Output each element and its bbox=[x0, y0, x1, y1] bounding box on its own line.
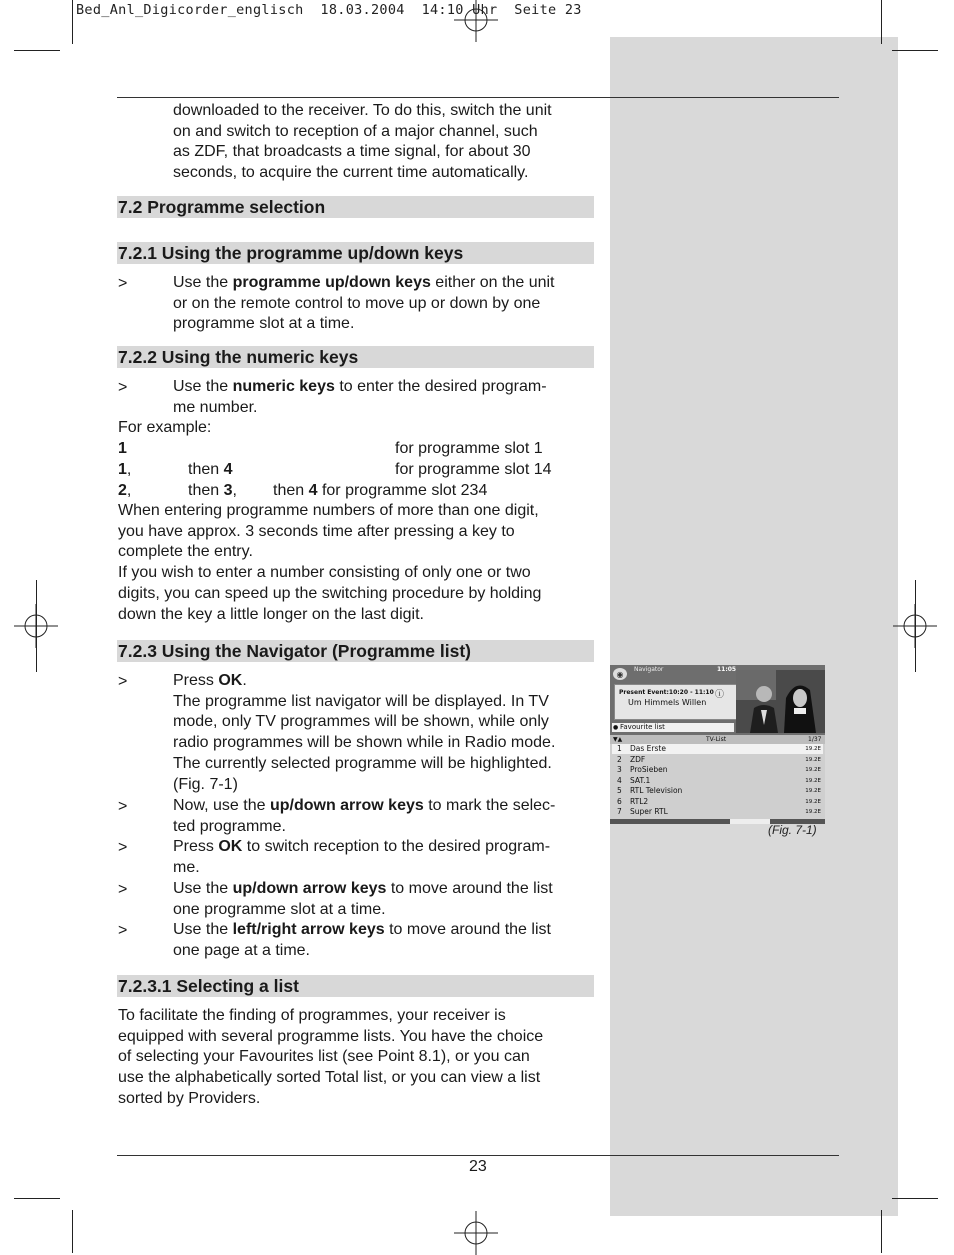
figure-caption: (Fig. 7-1) bbox=[768, 823, 817, 837]
top-rule bbox=[117, 97, 839, 98]
present-event-label: Present Event:10:20 - 11:10 bbox=[619, 689, 714, 696]
intro-paragraph bbox=[173, 101, 593, 184]
list-page: 1/37 bbox=[808, 736, 822, 743]
navigator-clock: 11:05 bbox=[717, 666, 737, 673]
side-column bbox=[610, 37, 898, 1216]
list-header bbox=[610, 735, 825, 744]
bullet-text: Use the up/down arrow keys to move around the list one programme slot at a time. bbox=[173, 880, 553, 918]
channel-list bbox=[610, 744, 825, 819]
info-icon: ⓘ bbox=[715, 690, 725, 700]
svg-text:◉: ◉ bbox=[616, 670, 624, 679]
channel-row[interactable]: 1 Das Erste 19.2E bbox=[612, 744, 823, 754]
bullet-text: Use the programme up/down keys either on the unit or on the remote control to move up or down by one programme slot at a time. bbox=[173, 274, 555, 333]
button-bar-highlight bbox=[730, 819, 770, 824]
channel-row[interactable]: 2 ZDF 19.2E bbox=[617, 754, 821, 764]
print-header: Bed_Anl_Digicorder_englisch 18.03.2004 14:10 Uhr Seite 23 bbox=[76, 2, 582, 18]
crop-mark bbox=[892, 50, 938, 51]
section-heading: 7.2.1 Using the programme up/down keys bbox=[117, 242, 594, 264]
text-line: downloaded to the receiver. To do this, switch the unit bbox=[173, 102, 552, 119]
example-label: For example: bbox=[118, 419, 212, 436]
navigator-title: Navigator bbox=[634, 666, 664, 673]
bullet-text: Press OK to switch reception to the desired program- me. bbox=[173, 838, 551, 876]
section-heading: 7.2 Programme selection bbox=[117, 196, 594, 218]
crop-mark bbox=[36, 580, 37, 672]
logo-icon bbox=[612, 667, 628, 681]
list-name: TV-List bbox=[706, 736, 727, 743]
section-heading: 7.2.3 Using the Navigator (Programme list) bbox=[117, 640, 594, 662]
bullet-text: Press OK. The programme list navigator will be displayed. In TV mode, only TV programmes will be shown, while only radio programmes will be shown while in Radio mode. The currently selected programme will be highlighted. (Fig. 7-1) bbox=[173, 672, 556, 793]
crop-mark bbox=[72, 1210, 73, 1253]
page-number: 23 bbox=[469, 1158, 487, 1175]
channel-row[interactable]: 4 SAT.1 19.2E bbox=[617, 775, 821, 785]
channel-row[interactable]: 5 RTL Television 19.2E bbox=[617, 786, 821, 795]
crop-mark bbox=[892, 1198, 938, 1199]
crop-mark bbox=[14, 1198, 60, 1199]
crop-mark bbox=[881, 0, 882, 44]
bottom-rule bbox=[117, 1155, 839, 1156]
navigator-screenshot bbox=[610, 665, 825, 824]
text-line: seconds, to acquire the current time automatically. bbox=[173, 164, 529, 182]
channel-row[interactable]: 6 RTL2 19.2E bbox=[617, 796, 821, 806]
favourite-list-label: ● Favourite list bbox=[612, 723, 734, 732]
preview-people-icon bbox=[736, 670, 825, 733]
text-line: on and switch to reception of a major channel, such bbox=[173, 122, 538, 140]
bullet-marker: > bbox=[118, 881, 128, 898]
example-row: 1 for programme slot 1 bbox=[118, 440, 543, 457]
selecting-list-paragraph: To facilitate the finding of programmes, your receiver is equipped with several programme lists. You have the choice of selecting your Favourites list (see Point 8.1), or you can use the alphabetically sorted Total list, or you can view a list sorted by Providers. bbox=[118, 1007, 544, 1107]
example-row: 1, then 4 for programme slot 14 bbox=[118, 461, 552, 478]
registration-mark-icon bbox=[454, 1211, 498, 1255]
crop-mark bbox=[915, 580, 916, 672]
crop-mark bbox=[72, 0, 73, 44]
registration-mark-icon bbox=[454, 0, 498, 42]
channel-row[interactable]: 3 ProSieben 19.2E bbox=[617, 765, 821, 774]
bullet-marker: > bbox=[118, 922, 128, 939]
bullet-text: Now, use the up/down arrow keys to mark the selec- ted programme. bbox=[173, 797, 556, 835]
bullet-dot-icon: ● bbox=[613, 724, 619, 731]
navigator-header bbox=[610, 665, 825, 735]
channel-row[interactable]: 7 Super RTL 19.2E bbox=[617, 807, 821, 816]
section-heading: 7.2.2 Using the numeric keys bbox=[117, 346, 594, 368]
bullet-text: Use the left/right arrow keys to move around the list one page at a time. bbox=[173, 921, 551, 959]
bullet-marker: > bbox=[118, 673, 128, 690]
present-event-box bbox=[614, 684, 738, 720]
tv-preview-image bbox=[736, 670, 825, 733]
sort-arrows-icon: ▼▲ bbox=[613, 736, 623, 743]
bullet-marker: > bbox=[118, 798, 128, 815]
example-row: 2, then 3, then 4 for programme slot 234 bbox=[118, 482, 488, 499]
bullet-marker: > bbox=[118, 275, 128, 292]
crop-mark bbox=[14, 50, 60, 51]
numeric-keys-paragraph: When entering programme numbers of more than one digit, you have approx. 3 seconds time after pressing a key to complete the entry. If you wish to enter a number consisting of only one or two digits, you can speed up the switching procedure by holding down the key a little longer on the last digit. bbox=[118, 502, 542, 623]
bullet-marker: > bbox=[118, 839, 128, 856]
text-line: as ZDF, that broadcasts a time signal, for about 30 bbox=[173, 143, 531, 161]
bullet-marker: > bbox=[118, 379, 128, 396]
section-heading: 7.2.3.1 Selecting a list bbox=[117, 975, 594, 997]
present-event-name: Um Himmels Willen bbox=[628, 698, 707, 707]
bullet-text: Use the numeric keys to enter the desired program- me number. bbox=[173, 378, 547, 416]
crop-mark bbox=[881, 1210, 882, 1253]
